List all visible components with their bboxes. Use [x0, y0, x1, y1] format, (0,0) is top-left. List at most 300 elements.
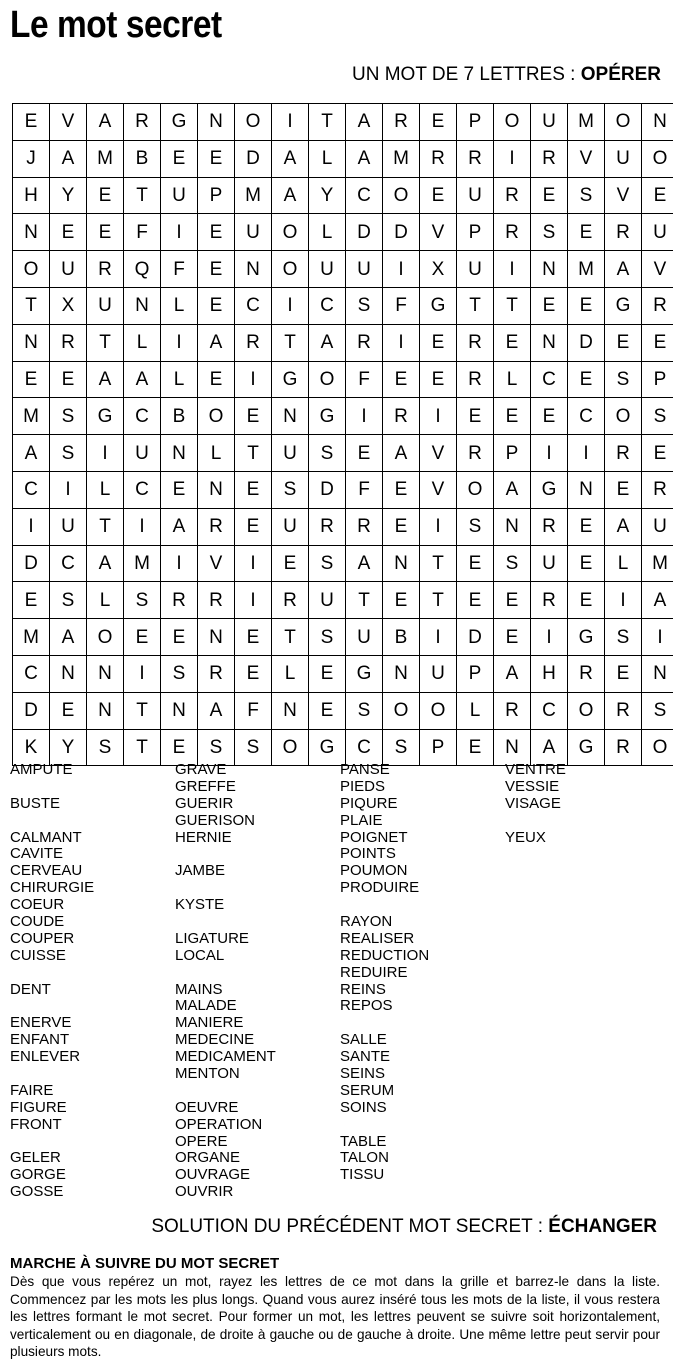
- grid-cell[interactable]: G: [309, 398, 346, 435]
- grid-cell[interactable]: I: [568, 435, 605, 472]
- grid-cell[interactable]: Y: [309, 177, 346, 214]
- grid-cell[interactable]: C: [235, 287, 272, 324]
- grid-cell[interactable]: S: [161, 655, 198, 692]
- grid-cell[interactable]: I: [235, 545, 272, 582]
- grid-cell[interactable]: M: [235, 177, 272, 214]
- grid-cell[interactable]: S: [87, 729, 124, 766]
- grid-cell[interactable]: U: [161, 177, 198, 214]
- grid-cell[interactable]: U: [531, 104, 568, 141]
- grid-cell[interactable]: S: [309, 545, 346, 582]
- grid-cell[interactable]: A: [309, 324, 346, 361]
- word-item[interactable]: PIQURE: [340, 794, 398, 812]
- grid-cell[interactable]: O: [568, 692, 605, 729]
- word-item[interactable]: OUVRIR: [175, 1183, 234, 1201]
- grid-cell[interactable]: O: [457, 471, 494, 508]
- grid-cell[interactable]: E: [642, 177, 673, 214]
- grid-cell[interactable]: U: [531, 545, 568, 582]
- word-item[interactable]: MEDICAMENT: [175, 1048, 276, 1066]
- word-item[interactable]: GREFFE: [175, 777, 236, 795]
- grid-cell[interactable]: O: [87, 619, 124, 656]
- grid-cell[interactable]: L: [87, 582, 124, 619]
- grid-cell[interactable]: Y: [50, 729, 87, 766]
- grid-cell[interactable]: E: [420, 104, 457, 141]
- word-item[interactable]: SEINS: [340, 1065, 386, 1083]
- grid-cell[interactable]: G: [531, 471, 568, 508]
- grid-cell[interactable]: I: [605, 582, 642, 619]
- word-item[interactable]: REDUIRE: [340, 963, 408, 981]
- grid-cell[interactable]: S: [50, 582, 87, 619]
- grid-cell[interactable]: A: [346, 545, 383, 582]
- word-item[interactable]: MAINS: [175, 980, 223, 998]
- grid-cell[interactable]: N: [642, 655, 673, 692]
- grid-cell[interactable]: S: [124, 582, 161, 619]
- grid-cell[interactable]: A: [87, 545, 124, 582]
- grid-cell[interactable]: R: [457, 435, 494, 472]
- word-item[interactable]: VENTRE: [505, 761, 566, 778]
- grid-cell[interactable]: N: [87, 655, 124, 692]
- grid-cell[interactable]: C: [124, 471, 161, 508]
- grid-cell[interactable]: G: [272, 361, 309, 398]
- grid-cell[interactable]: I: [531, 435, 568, 472]
- grid-cell[interactable]: T: [235, 435, 272, 472]
- grid-cell[interactable]: N: [383, 655, 420, 692]
- grid-cell[interactable]: E: [568, 361, 605, 398]
- word-item[interactable]: ENERVE: [10, 1014, 72, 1032]
- grid-cell[interactable]: N: [13, 214, 50, 251]
- grid-cell[interactable]: I: [420, 398, 457, 435]
- word-item[interactable]: REPOS: [340, 997, 393, 1015]
- grid-cell[interactable]: N: [272, 692, 309, 729]
- grid-cell[interactable]: T: [124, 729, 161, 766]
- word-item[interactable]: GUERIR: [175, 794, 234, 812]
- word-item[interactable]: TALON: [340, 1149, 389, 1167]
- word-item[interactable]: MANIERE: [175, 1014, 244, 1032]
- grid-cell[interactable]: O: [272, 729, 309, 766]
- grid-cell[interactable]: R: [50, 324, 87, 361]
- grid-cell[interactable]: I: [420, 619, 457, 656]
- word-item[interactable]: FAIRE: [10, 1081, 54, 1099]
- grid-cell[interactable]: S: [235, 729, 272, 766]
- grid-cell[interactable]: F: [346, 471, 383, 508]
- grid-cell[interactable]: A: [198, 324, 235, 361]
- grid-cell[interactable]: A: [494, 471, 531, 508]
- grid-cell[interactable]: C: [13, 655, 50, 692]
- grid-cell[interactable]: M: [568, 251, 605, 288]
- word-item[interactable]: REINS: [340, 980, 386, 998]
- grid-cell[interactable]: A: [272, 140, 309, 177]
- grid-cell[interactable]: E: [383, 582, 420, 619]
- grid-cell[interactable]: C: [346, 177, 383, 214]
- grid-cell[interactable]: O: [198, 398, 235, 435]
- grid-cell[interactable]: R: [161, 582, 198, 619]
- grid-cell[interactable]: M: [642, 545, 673, 582]
- grid-cell[interactable]: A: [605, 251, 642, 288]
- grid-cell[interactable]: E: [198, 361, 235, 398]
- word-item[interactable]: CALMANT: [10, 828, 82, 846]
- grid-cell[interactable]: I: [235, 361, 272, 398]
- grid-cell[interactable]: N: [531, 324, 568, 361]
- grid-cell[interactable]: O: [383, 692, 420, 729]
- word-item[interactable]: SOINS: [340, 1098, 387, 1116]
- grid-cell[interactable]: V: [420, 435, 457, 472]
- grid-cell[interactable]: E: [494, 324, 531, 361]
- grid-cell[interactable]: S: [198, 729, 235, 766]
- word-item[interactable]: TABLE: [340, 1132, 387, 1150]
- grid-cell[interactable]: B: [161, 398, 198, 435]
- grid-cell[interactable]: D: [13, 545, 50, 582]
- grid-cell[interactable]: I: [420, 508, 457, 545]
- word-item[interactable]: ENLEVER: [10, 1048, 81, 1066]
- word-item[interactable]: OEUVRE: [175, 1098, 239, 1116]
- grid-cell[interactable]: E: [161, 471, 198, 508]
- word-item[interactable]: SANTE: [340, 1048, 391, 1066]
- grid-cell[interactable]: O: [642, 729, 673, 766]
- grid-cell[interactable]: N: [50, 655, 87, 692]
- word-item[interactable]: ENFANT: [10, 1031, 70, 1049]
- grid-cell[interactable]: L: [494, 361, 531, 398]
- grid-cell[interactable]: U: [457, 251, 494, 288]
- grid-cell[interactable]: N: [642, 104, 673, 141]
- word-item[interactable]: VESSIE: [505, 777, 560, 795]
- grid-cell[interactable]: V: [605, 177, 642, 214]
- grid-cell[interactable]: T: [272, 324, 309, 361]
- word-item[interactable]: SERUM: [340, 1081, 395, 1099]
- grid-cell[interactable]: F: [124, 214, 161, 251]
- grid-cell[interactable]: R: [568, 655, 605, 692]
- grid-cell[interactable]: E: [568, 287, 605, 324]
- grid-cell[interactable]: I: [50, 471, 87, 508]
- grid-cell[interactable]: A: [87, 104, 124, 141]
- grid-cell[interactable]: I: [161, 324, 198, 361]
- grid-cell[interactable]: O: [605, 398, 642, 435]
- grid-cell[interactable]: G: [346, 655, 383, 692]
- grid-cell[interactable]: G: [161, 104, 198, 141]
- grid-cell[interactable]: D: [457, 619, 494, 656]
- grid-cell[interactable]: E: [87, 177, 124, 214]
- word-item[interactable]: COEUR: [10, 896, 65, 914]
- grid-cell[interactable]: T: [87, 508, 124, 545]
- grid-cell[interactable]: S: [568, 177, 605, 214]
- grid-cell[interactable]: E: [383, 471, 420, 508]
- grid-cell[interactable]: M: [568, 104, 605, 141]
- grid-cell[interactable]: E: [198, 251, 235, 288]
- grid-cell[interactable]: E: [383, 361, 420, 398]
- grid-cell[interactable]: P: [198, 177, 235, 214]
- grid-cell[interactable]: P: [642, 361, 673, 398]
- grid-cell[interactable]: M: [124, 545, 161, 582]
- word-item[interactable]: YEUX: [505, 828, 546, 846]
- grid-cell[interactable]: I: [383, 324, 420, 361]
- grid-cell[interactable]: C: [50, 545, 87, 582]
- grid-cell[interactable]: O: [309, 361, 346, 398]
- grid-cell[interactable]: E: [605, 471, 642, 508]
- word-item[interactable]: OUVRAGE: [175, 1166, 251, 1184]
- grid-cell[interactable]: E: [568, 508, 605, 545]
- grid-cell[interactable]: E: [420, 361, 457, 398]
- grid-cell[interactable]: E: [568, 582, 605, 619]
- grid-cell[interactable]: A: [531, 729, 568, 766]
- word-item[interactable]: CAVITE: [10, 845, 64, 863]
- grid-cell[interactable]: I: [235, 582, 272, 619]
- grid-cell[interactable]: U: [605, 140, 642, 177]
- grid-cell[interactable]: N: [494, 508, 531, 545]
- word-item[interactable]: MENTON: [175, 1065, 240, 1083]
- grid-cell[interactable]: T: [346, 582, 383, 619]
- grid-cell[interactable]: C: [13, 471, 50, 508]
- grid-cell[interactable]: T: [124, 692, 161, 729]
- grid-cell[interactable]: U: [50, 508, 87, 545]
- grid-cell[interactable]: U: [642, 508, 673, 545]
- grid-cell[interactable]: R: [605, 692, 642, 729]
- word-item[interactable]: CHIRURGIE: [10, 879, 95, 897]
- grid-cell[interactable]: R: [457, 324, 494, 361]
- grid-cell[interactable]: E: [420, 177, 457, 214]
- grid-cell[interactable]: U: [642, 214, 673, 251]
- grid-cell[interactable]: M: [87, 140, 124, 177]
- grid-cell[interactable]: E: [568, 545, 605, 582]
- grid-cell[interactable]: O: [272, 214, 309, 251]
- word-item[interactable]: KYSTE: [175, 896, 225, 914]
- word-item[interactable]: TISSU: [340, 1166, 385, 1184]
- grid-cell[interactable]: E: [457, 729, 494, 766]
- grid-cell[interactable]: E: [457, 398, 494, 435]
- grid-cell[interactable]: R: [605, 729, 642, 766]
- grid-cell[interactable]: E: [605, 324, 642, 361]
- word-item[interactable]: DENT: [10, 980, 51, 998]
- grid-cell[interactable]: S: [346, 692, 383, 729]
- grid-cell[interactable]: E: [161, 140, 198, 177]
- grid-cell[interactable]: L: [457, 692, 494, 729]
- grid-cell[interactable]: R: [457, 140, 494, 177]
- grid-cell[interactable]: A: [87, 361, 124, 398]
- grid-cell[interactable]: E: [13, 361, 50, 398]
- grid-cell[interactable]: N: [87, 692, 124, 729]
- grid-cell[interactable]: G: [420, 287, 457, 324]
- grid-cell[interactable]: E: [235, 398, 272, 435]
- grid-cell[interactable]: H: [531, 655, 568, 692]
- grid-cell[interactable]: U: [420, 655, 457, 692]
- grid-cell[interactable]: L: [124, 324, 161, 361]
- grid-cell[interactable]: E: [531, 287, 568, 324]
- grid-cell[interactable]: I: [494, 251, 531, 288]
- grid-cell[interactable]: S: [309, 435, 346, 472]
- word-item[interactable]: SALLE: [340, 1031, 387, 1049]
- grid-cell[interactable]: E: [198, 214, 235, 251]
- grid-cell[interactable]: R: [531, 508, 568, 545]
- grid-cell[interactable]: K: [13, 729, 50, 766]
- grid-cell[interactable]: T: [124, 177, 161, 214]
- grid-cell[interactable]: T: [272, 619, 309, 656]
- grid-cell[interactable]: E: [124, 619, 161, 656]
- word-item[interactable]: PANSE: [340, 761, 390, 778]
- grid-cell[interactable]: E: [346, 435, 383, 472]
- grid-cell[interactable]: O: [642, 140, 673, 177]
- grid-cell[interactable]: R: [494, 214, 531, 251]
- word-item[interactable]: AMPUTE: [10, 761, 73, 778]
- grid-cell[interactable]: E: [605, 655, 642, 692]
- grid-cell[interactable]: T: [87, 324, 124, 361]
- grid-cell[interactable]: S: [642, 398, 673, 435]
- grid-cell[interactable]: E: [531, 398, 568, 435]
- grid-cell[interactable]: V: [642, 251, 673, 288]
- grid-cell[interactable]: E: [494, 619, 531, 656]
- grid-cell[interactable]: J: [13, 140, 50, 177]
- grid-cell[interactable]: I: [124, 655, 161, 692]
- grid-cell[interactable]: I: [272, 287, 309, 324]
- grid-cell[interactable]: R: [272, 582, 309, 619]
- grid-cell[interactable]: R: [346, 324, 383, 361]
- grid-cell[interactable]: R: [383, 398, 420, 435]
- grid-cell[interactable]: A: [605, 508, 642, 545]
- grid-cell[interactable]: I: [13, 508, 50, 545]
- grid-cell[interactable]: N: [198, 104, 235, 141]
- word-item[interactable]: GUERISON: [175, 811, 256, 829]
- word-item[interactable]: HERNIE: [175, 828, 232, 846]
- word-item[interactable]: FIGURE: [10, 1098, 67, 1116]
- grid-cell[interactable]: D: [13, 692, 50, 729]
- grid-cell[interactable]: E: [87, 214, 124, 251]
- word-item[interactable]: POIGNET: [340, 828, 408, 846]
- grid-cell[interactable]: C: [531, 692, 568, 729]
- grid-cell[interactable]: N: [198, 619, 235, 656]
- grid-cell[interactable]: E: [198, 287, 235, 324]
- grid-cell[interactable]: Q: [124, 251, 161, 288]
- grid-cell[interactable]: E: [457, 545, 494, 582]
- grid-cell[interactable]: C: [309, 287, 346, 324]
- grid-cell[interactable]: E: [50, 692, 87, 729]
- word-item[interactable]: LOCAL: [175, 946, 225, 964]
- grid-cell[interactable]: I: [161, 545, 198, 582]
- grid-cell[interactable]: H: [13, 177, 50, 214]
- grid-cell[interactable]: L: [161, 361, 198, 398]
- grid-cell[interactable]: A: [50, 140, 87, 177]
- word-item[interactable]: FRONT: [10, 1115, 62, 1133]
- grid-cell[interactable]: X: [50, 287, 87, 324]
- grid-cell[interactable]: E: [457, 582, 494, 619]
- grid-cell[interactable]: U: [87, 287, 124, 324]
- grid-cell[interactable]: E: [309, 655, 346, 692]
- word-item[interactable]: BUSTE: [10, 794, 61, 812]
- grid-cell[interactable]: A: [494, 655, 531, 692]
- grid-cell[interactable]: V: [420, 471, 457, 508]
- grid-cell[interactable]: Y: [50, 177, 87, 214]
- grid-cell[interactable]: E: [642, 324, 673, 361]
- grid-cell[interactable]: N: [13, 324, 50, 361]
- grid-cell[interactable]: R: [124, 104, 161, 141]
- grid-cell[interactable]: V: [568, 140, 605, 177]
- grid-cell[interactable]: O: [235, 104, 272, 141]
- grid-cell[interactable]: G: [309, 729, 346, 766]
- grid-cell[interactable]: S: [309, 619, 346, 656]
- grid-cell[interactable]: U: [309, 582, 346, 619]
- grid-cell[interactable]: D: [346, 214, 383, 251]
- word-item[interactable]: MALADE: [175, 997, 237, 1015]
- grid-cell[interactable]: E: [13, 104, 50, 141]
- grid-cell[interactable]: S: [346, 287, 383, 324]
- grid-cell[interactable]: N: [494, 729, 531, 766]
- grid-cell[interactable]: R: [383, 104, 420, 141]
- grid-cell[interactable]: X: [420, 251, 457, 288]
- grid-cell[interactable]: N: [235, 251, 272, 288]
- word-item[interactable]: REDUCTION: [340, 946, 430, 964]
- grid-cell[interactable]: V: [420, 214, 457, 251]
- grid-cell[interactable]: S: [457, 508, 494, 545]
- grid-cell[interactable]: N: [383, 545, 420, 582]
- grid-cell[interactable]: E: [531, 177, 568, 214]
- word-item[interactable]: COUDE: [10, 913, 65, 931]
- grid-cell[interactable]: S: [605, 619, 642, 656]
- grid-cell[interactable]: N: [161, 435, 198, 472]
- word-item[interactable]: GRAVE: [175, 761, 227, 778]
- grid-cell[interactable]: R: [642, 471, 673, 508]
- grid-cell[interactable]: R: [605, 214, 642, 251]
- grid-cell[interactable]: A: [346, 104, 383, 141]
- grid-cell[interactable]: G: [568, 729, 605, 766]
- grid-cell[interactable]: E: [568, 214, 605, 251]
- grid-cell[interactable]: M: [13, 619, 50, 656]
- grid-cell[interactable]: S: [531, 214, 568, 251]
- word-item[interactable]: MEDECINE: [175, 1031, 255, 1049]
- grid-cell[interactable]: E: [494, 398, 531, 435]
- word-item[interactable]: POINTS: [340, 845, 396, 863]
- grid-cell[interactable]: R: [531, 140, 568, 177]
- grid-cell[interactable]: S: [50, 398, 87, 435]
- grid-cell[interactable]: O: [494, 104, 531, 141]
- grid-cell[interactable]: A: [346, 140, 383, 177]
- grid-cell[interactable]: I: [494, 140, 531, 177]
- grid-cell[interactable]: T: [457, 287, 494, 324]
- grid-cell[interactable]: I: [383, 251, 420, 288]
- grid-cell[interactable]: U: [235, 214, 272, 251]
- grid-cell[interactable]: O: [383, 177, 420, 214]
- word-item[interactable]: GELER: [10, 1149, 61, 1167]
- grid-cell[interactable]: G: [568, 619, 605, 656]
- grid-cell[interactable]: V: [198, 545, 235, 582]
- grid-cell[interactable]: D: [568, 324, 605, 361]
- word-item[interactable]: CERVEAU: [10, 862, 83, 880]
- grid-cell[interactable]: P: [457, 655, 494, 692]
- grid-cell[interactable]: U: [309, 251, 346, 288]
- grid-cell[interactable]: R: [531, 582, 568, 619]
- grid-cell[interactable]: R: [420, 140, 457, 177]
- grid-cell[interactable]: R: [309, 508, 346, 545]
- grid-cell[interactable]: E: [272, 545, 309, 582]
- grid-cell[interactable]: D: [309, 471, 346, 508]
- grid-cell[interactable]: T: [420, 545, 457, 582]
- word-item[interactable]: PRODUIRE: [340, 879, 420, 897]
- word-item[interactable]: OPERE: [175, 1132, 228, 1150]
- grid-cell[interactable]: A: [50, 619, 87, 656]
- word-item[interactable]: GOSSE: [10, 1183, 64, 1201]
- grid-cell[interactable]: P: [457, 104, 494, 141]
- grid-cell[interactable]: D: [235, 140, 272, 177]
- grid-cell[interactable]: I: [531, 619, 568, 656]
- grid-cell[interactable]: B: [383, 619, 420, 656]
- grid-cell[interactable]: I: [124, 508, 161, 545]
- grid-cell[interactable]: M: [13, 398, 50, 435]
- grid-cell[interactable]: A: [383, 435, 420, 472]
- grid-cell[interactable]: R: [87, 251, 124, 288]
- grid-cell[interactable]: R: [494, 692, 531, 729]
- word-item[interactable]: CUISSE: [10, 946, 66, 964]
- grid-cell[interactable]: S: [272, 471, 309, 508]
- grid-cell[interactable]: F: [161, 251, 198, 288]
- grid-cell[interactable]: S: [605, 361, 642, 398]
- grid-cell[interactable]: A: [13, 435, 50, 472]
- grid-cell[interactable]: A: [198, 692, 235, 729]
- grid-cell[interactable]: E: [198, 140, 235, 177]
- grid-cell[interactable]: O: [272, 251, 309, 288]
